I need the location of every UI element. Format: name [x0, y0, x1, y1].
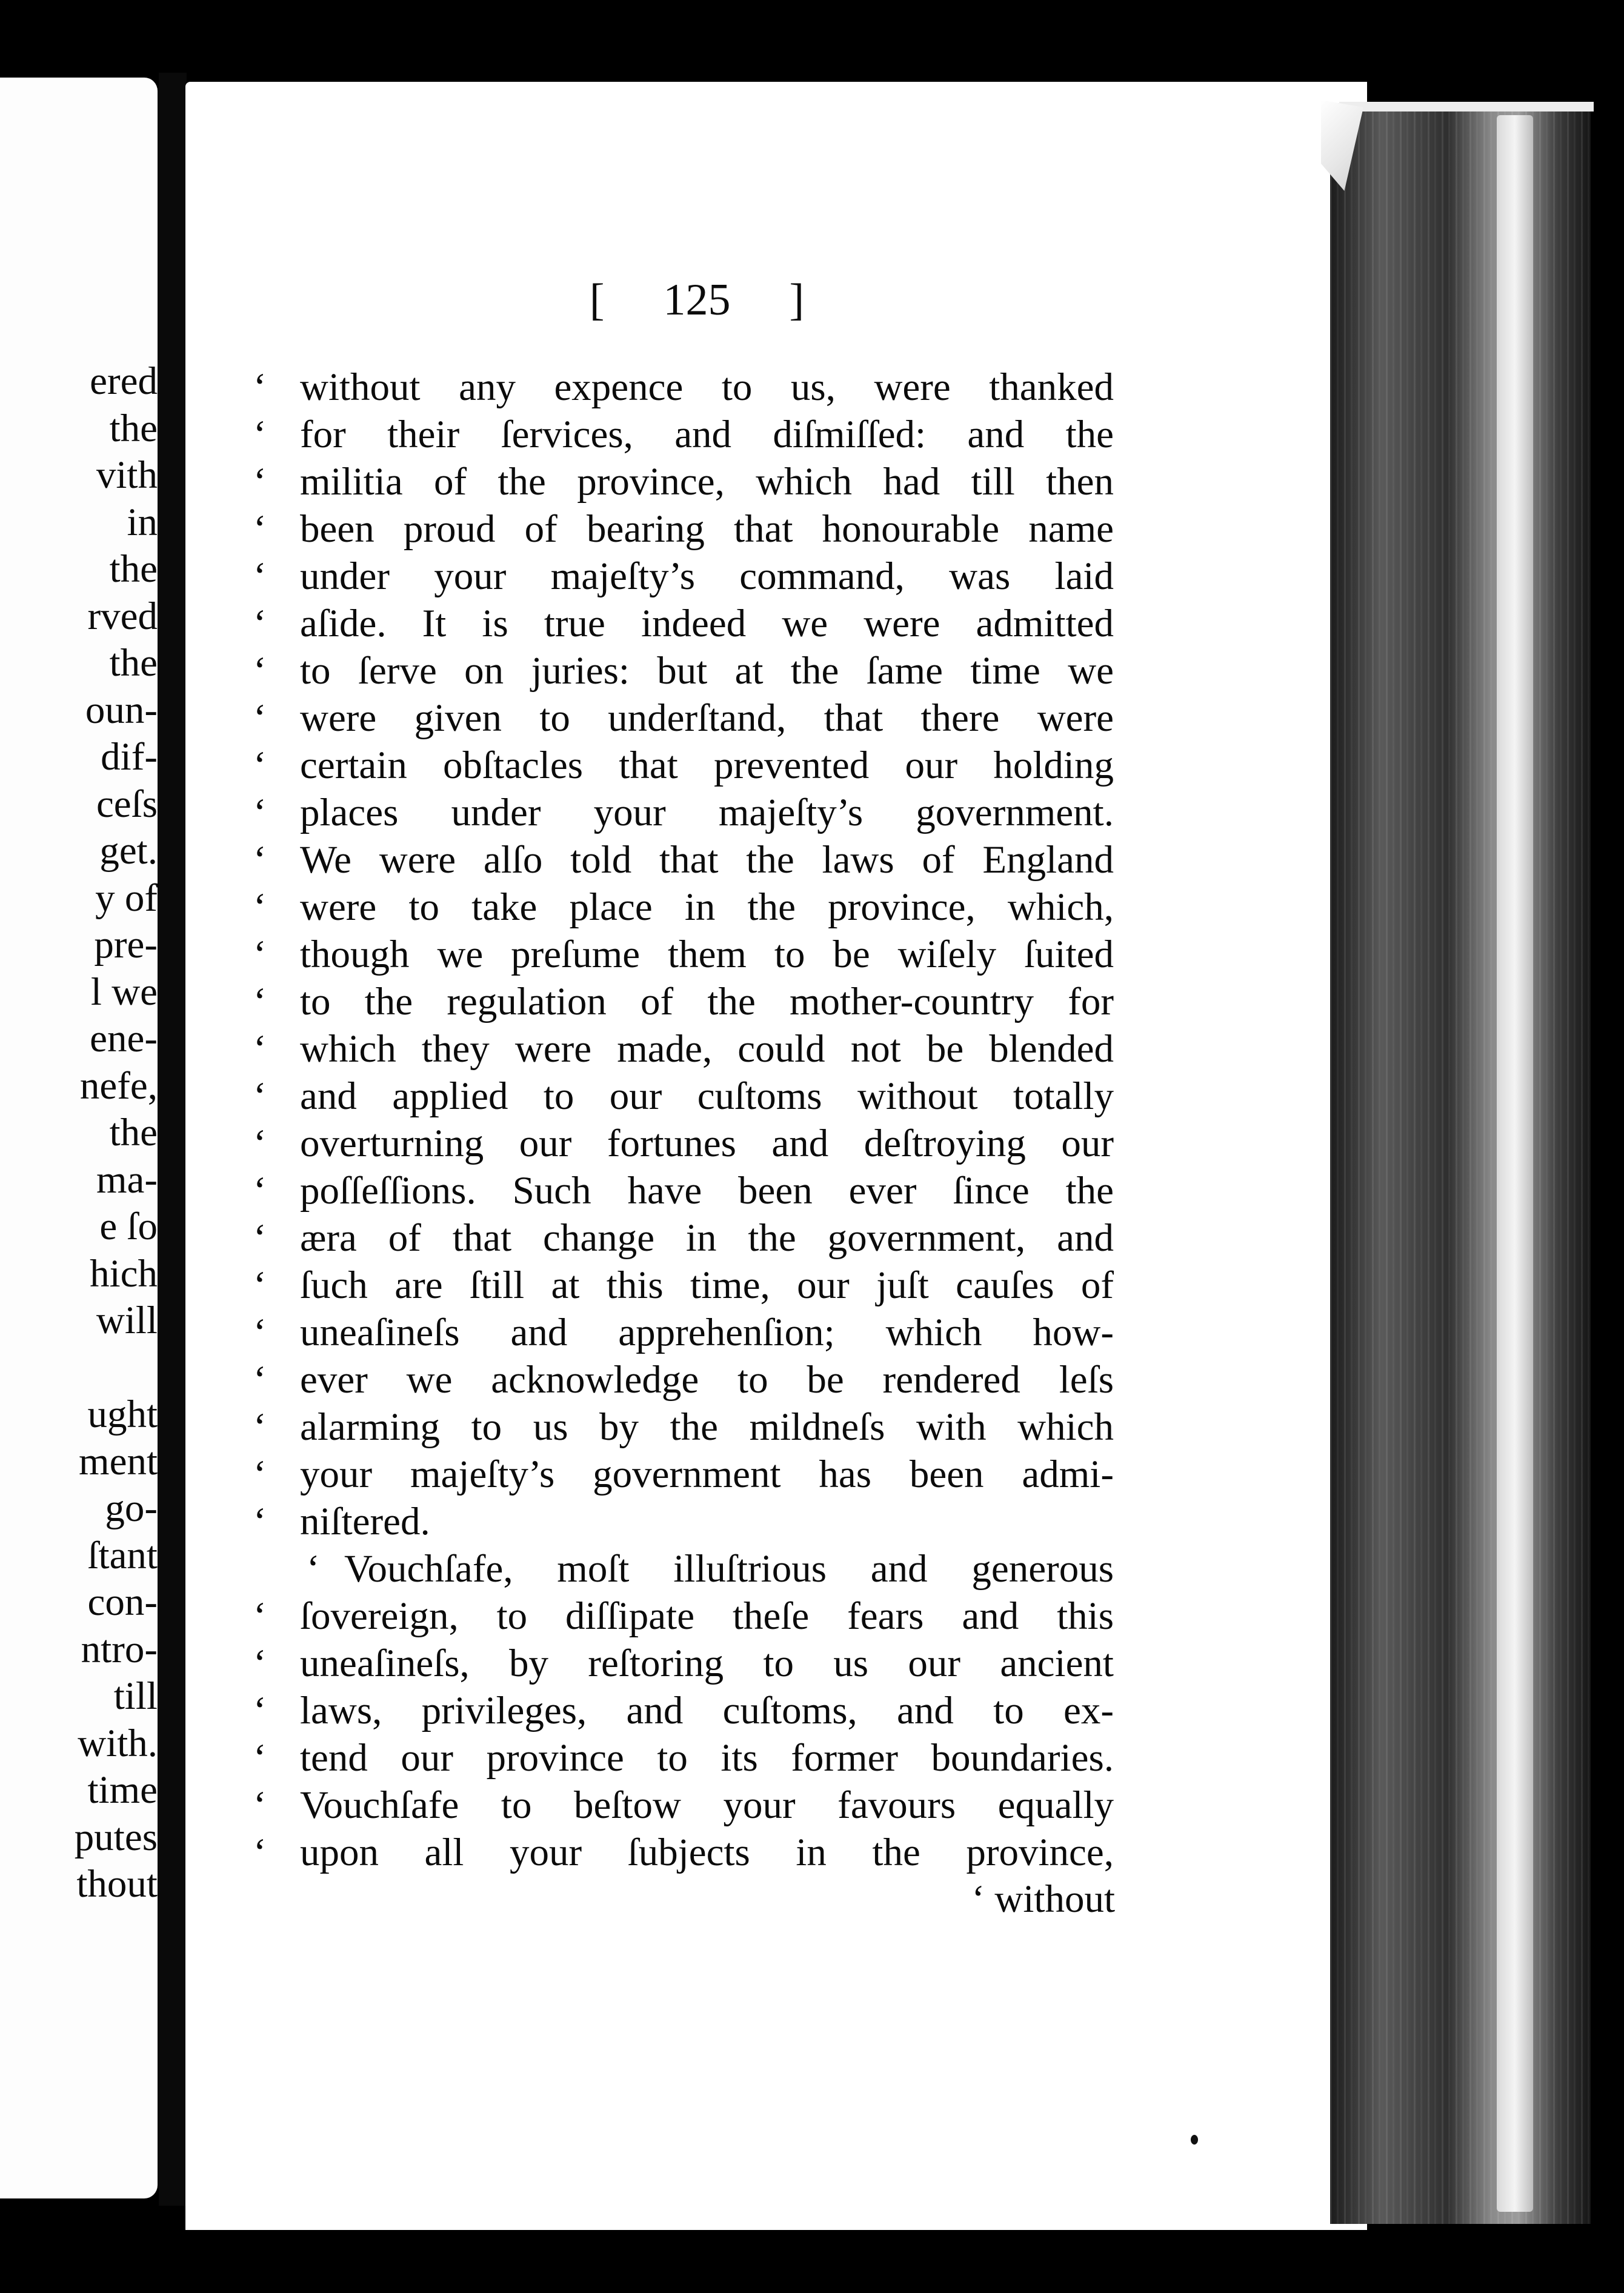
left-page-fragment: the — [109, 547, 158, 591]
quote-mark: ‘ — [253, 1500, 267, 1543]
quote-mark: ‘ — [253, 1122, 267, 1165]
left-page-fragment: ſtant — [87, 1533, 158, 1577]
left-page-fragment: with. — [78, 1721, 158, 1765]
line-text: niſtered. — [300, 1500, 430, 1543]
line-text: laws, privileges, and cuſtoms, and to ex- — [300, 1689, 1114, 1732]
line-text: æra of that change in the government, and — [300, 1216, 1114, 1260]
line-text: alarming to us by the mildneſs with which — [300, 1405, 1114, 1449]
line-text: upon all your ſubjects in the province, — [300, 1831, 1114, 1874]
text-line — [253, 931, 1114, 978]
left-page-fragment: time — [87, 1768, 158, 1812]
left-page-fragment: till — [113, 1674, 158, 1718]
text-line — [253, 1640, 1114, 1687]
quote-mark: ‘ — [253, 696, 267, 740]
text-line — [253, 364, 1114, 411]
header-open-bracket: [ — [589, 275, 605, 325]
left-page-fragment: get. — [99, 829, 158, 873]
line-text: without any expence to us, were thanked — [300, 365, 1114, 409]
line-text: poſſeſſions. Such have been ever ſince the — [300, 1169, 1114, 1213]
line-text: were given to underſtand, that there were — [300, 696, 1114, 740]
line-text: ſuch are ſtill at this time, our juſt cauſes of — [300, 1263, 1114, 1307]
quote-mark: ‘ — [253, 791, 267, 834]
text-line — [253, 1025, 1114, 1073]
line-text: tend our province to its former boundaries. — [300, 1736, 1114, 1780]
text-line — [253, 1073, 1114, 1120]
quote-mark: ‘ — [253, 1689, 267, 1732]
line-text: certain obſtacles that prevented our holding — [300, 744, 1114, 787]
text-line — [253, 884, 1114, 931]
line-text: though we preſume them to be wiſely ſuited — [300, 933, 1114, 976]
line-text: been proud of bearing that honourable name — [300, 507, 1114, 551]
quote-mark: ‘ — [253, 413, 267, 456]
text-line — [253, 1451, 1114, 1498]
quote-mark: ‘ — [253, 1783, 267, 1827]
quote-mark: ‘ — [253, 744, 267, 787]
left-page-fragment: y of — [95, 876, 158, 920]
text-line — [253, 1403, 1114, 1451]
left-page-fragment: the — [109, 641, 158, 685]
quote-mark: ‘ — [253, 1216, 267, 1260]
quote-mark: ‘ — [253, 1453, 267, 1496]
left-page-fragment: con- — [87, 1580, 158, 1624]
text-line — [253, 553, 1114, 600]
left-page-fragment: l we — [90, 970, 158, 1014]
line-text: ſovereign, to diſſipate theſe fears and this — [300, 1594, 1114, 1638]
left-page-fragment: the — [109, 1111, 158, 1154]
quote-mark: ‘ — [253, 1074, 267, 1118]
text-line — [253, 789, 1114, 836]
quote-mark: ‘ — [253, 1594, 267, 1638]
text-line — [253, 1687, 1114, 1734]
left-page-fragment: ment — [79, 1439, 158, 1483]
page-header — [576, 267, 818, 333]
left-page-fragment: oun- — [85, 688, 158, 732]
quote-mark: ‘ — [253, 602, 267, 645]
left-page-fragment: vith — [96, 453, 158, 497]
left-page-fragment: hich — [90, 1251, 158, 1296]
text-line — [253, 1120, 1114, 1167]
line-text: uneaſineſs, by reſtoring to us our ancient — [300, 1642, 1114, 1685]
quote-mark: ‘ — [253, 1642, 267, 1685]
text-line — [253, 1782, 1114, 1829]
text-line — [253, 458, 1114, 505]
left-page-fragment: ered — [90, 359, 158, 403]
text-line — [253, 1309, 1114, 1356]
text-line — [253, 1734, 1114, 1782]
left-page-fragment: ma- — [96, 1157, 158, 1202]
line-text: your majeſty’s government has been admi- — [300, 1453, 1114, 1496]
left-page-fragment: ught — [87, 1393, 158, 1436]
text-line — [253, 505, 1114, 553]
quote-mark: ‘ — [307, 1547, 320, 1591]
page-edge-top — [1339, 102, 1594, 111]
line-text: places under your majeſty’s government. — [300, 791, 1114, 834]
left-page-fragment: pre- — [94, 923, 158, 967]
left-page-fragment: will — [96, 1299, 158, 1342]
quote-mark: ‘ — [253, 554, 267, 598]
left-page-fragment: dif- — [101, 735, 158, 779]
line-text: uneaſineſs and apprehenſion; which how- — [300, 1311, 1114, 1354]
quote-mark: ‘ — [253, 365, 267, 409]
quote-mark: ‘ — [253, 1831, 267, 1874]
line-text: ever we acknowledge to be rendered leſs — [300, 1358, 1114, 1402]
quote-mark: ‘ — [253, 649, 267, 693]
header-close-bracket: ] — [789, 275, 805, 325]
quote-mark: ‘ — [253, 1263, 267, 1307]
quote-mark: ‘ — [253, 460, 267, 504]
quote-mark: ‘ — [253, 1169, 267, 1213]
text-line — [253, 1167, 1114, 1214]
left-page-fragment: rved — [87, 594, 158, 638]
quote-mark: ‘ — [253, 933, 267, 976]
text-line — [253, 1356, 1114, 1403]
left-page-fragment: the — [109, 406, 158, 450]
quote-mark: ‘ — [253, 1311, 267, 1354]
text-line — [253, 1498, 1114, 1545]
left-page-fragment: ceſs — [96, 782, 158, 826]
quote-mark: ‘ — [253, 1027, 267, 1071]
text-line — [253, 1592, 1114, 1640]
text-line — [253, 978, 1114, 1025]
quote-mark: ‘ — [253, 507, 267, 551]
text-line — [253, 694, 1114, 742]
page-edge-strip — [1497, 115, 1533, 2212]
text-line — [253, 647, 1114, 694]
ink-speck — [1191, 2135, 1198, 2145]
left-page-fragment: nefe, — [79, 1063, 158, 1108]
book-gutter — [159, 73, 187, 2206]
left-page-fragment: ntro- — [81, 1627, 158, 1671]
line-text: aſide. It is true indeed we were admitted — [300, 602, 1114, 645]
quote-mark: ‘ — [253, 980, 267, 1023]
left-page-fragment: go- — [105, 1486, 158, 1530]
quote-mark: ‘ — [253, 1358, 267, 1402]
line-text: militia of the province, which had till then — [300, 460, 1114, 504]
text-line — [253, 1214, 1114, 1262]
catchword: ‘ without — [971, 1877, 1115, 1921]
page-fore-edge — [1330, 103, 1591, 2224]
left-page — [0, 78, 158, 2198]
text-line — [253, 600, 1114, 647]
line-text: were to take place in the province, which, — [300, 885, 1114, 929]
page-number: 125 — [663, 275, 731, 325]
left-page-fragment: in — [127, 500, 158, 544]
left-page-fragment: thout — [76, 1862, 158, 1906]
line-text: We were alſo told that the laws of England — [300, 838, 1114, 882]
text-line — [253, 742, 1114, 789]
text-line — [253, 1545, 1114, 1592]
text-line — [253, 1829, 1114, 1876]
line-text: to ſerve on juries: but at the ſame time we — [300, 649, 1114, 693]
line-text: Vouchſafe to beſtow your favours equally — [300, 1783, 1114, 1827]
text-line — [253, 836, 1114, 884]
line-text: under your majeſty’s command, was laid — [300, 554, 1114, 598]
quote-mark: ‘ — [253, 1405, 267, 1449]
quote-mark: ‘ — [253, 885, 267, 929]
text-line — [253, 411, 1114, 458]
line-text: to the regulation of the mother-country for — [300, 980, 1114, 1023]
line-text: overturning our fortunes and deſtroying our — [300, 1122, 1114, 1165]
quote-mark: ‘ — [253, 838, 267, 882]
line-text: and applied to our cuſtoms without totally — [300, 1074, 1114, 1118]
left-page-fragment: e ſo — [99, 1205, 158, 1248]
line-text: for their ſervices, and diſmiſſed: and the — [300, 413, 1114, 456]
left-page-fragment: ene- — [90, 1017, 158, 1060]
line-text: which they were made, could not be blended — [300, 1027, 1114, 1071]
left-page-fragment: putes — [74, 1815, 158, 1859]
text-line — [253, 1262, 1114, 1309]
line-text: Vouchſafe, moſt illuſtrious and generous — [344, 1547, 1114, 1591]
quote-mark: ‘ — [253, 1736, 267, 1780]
